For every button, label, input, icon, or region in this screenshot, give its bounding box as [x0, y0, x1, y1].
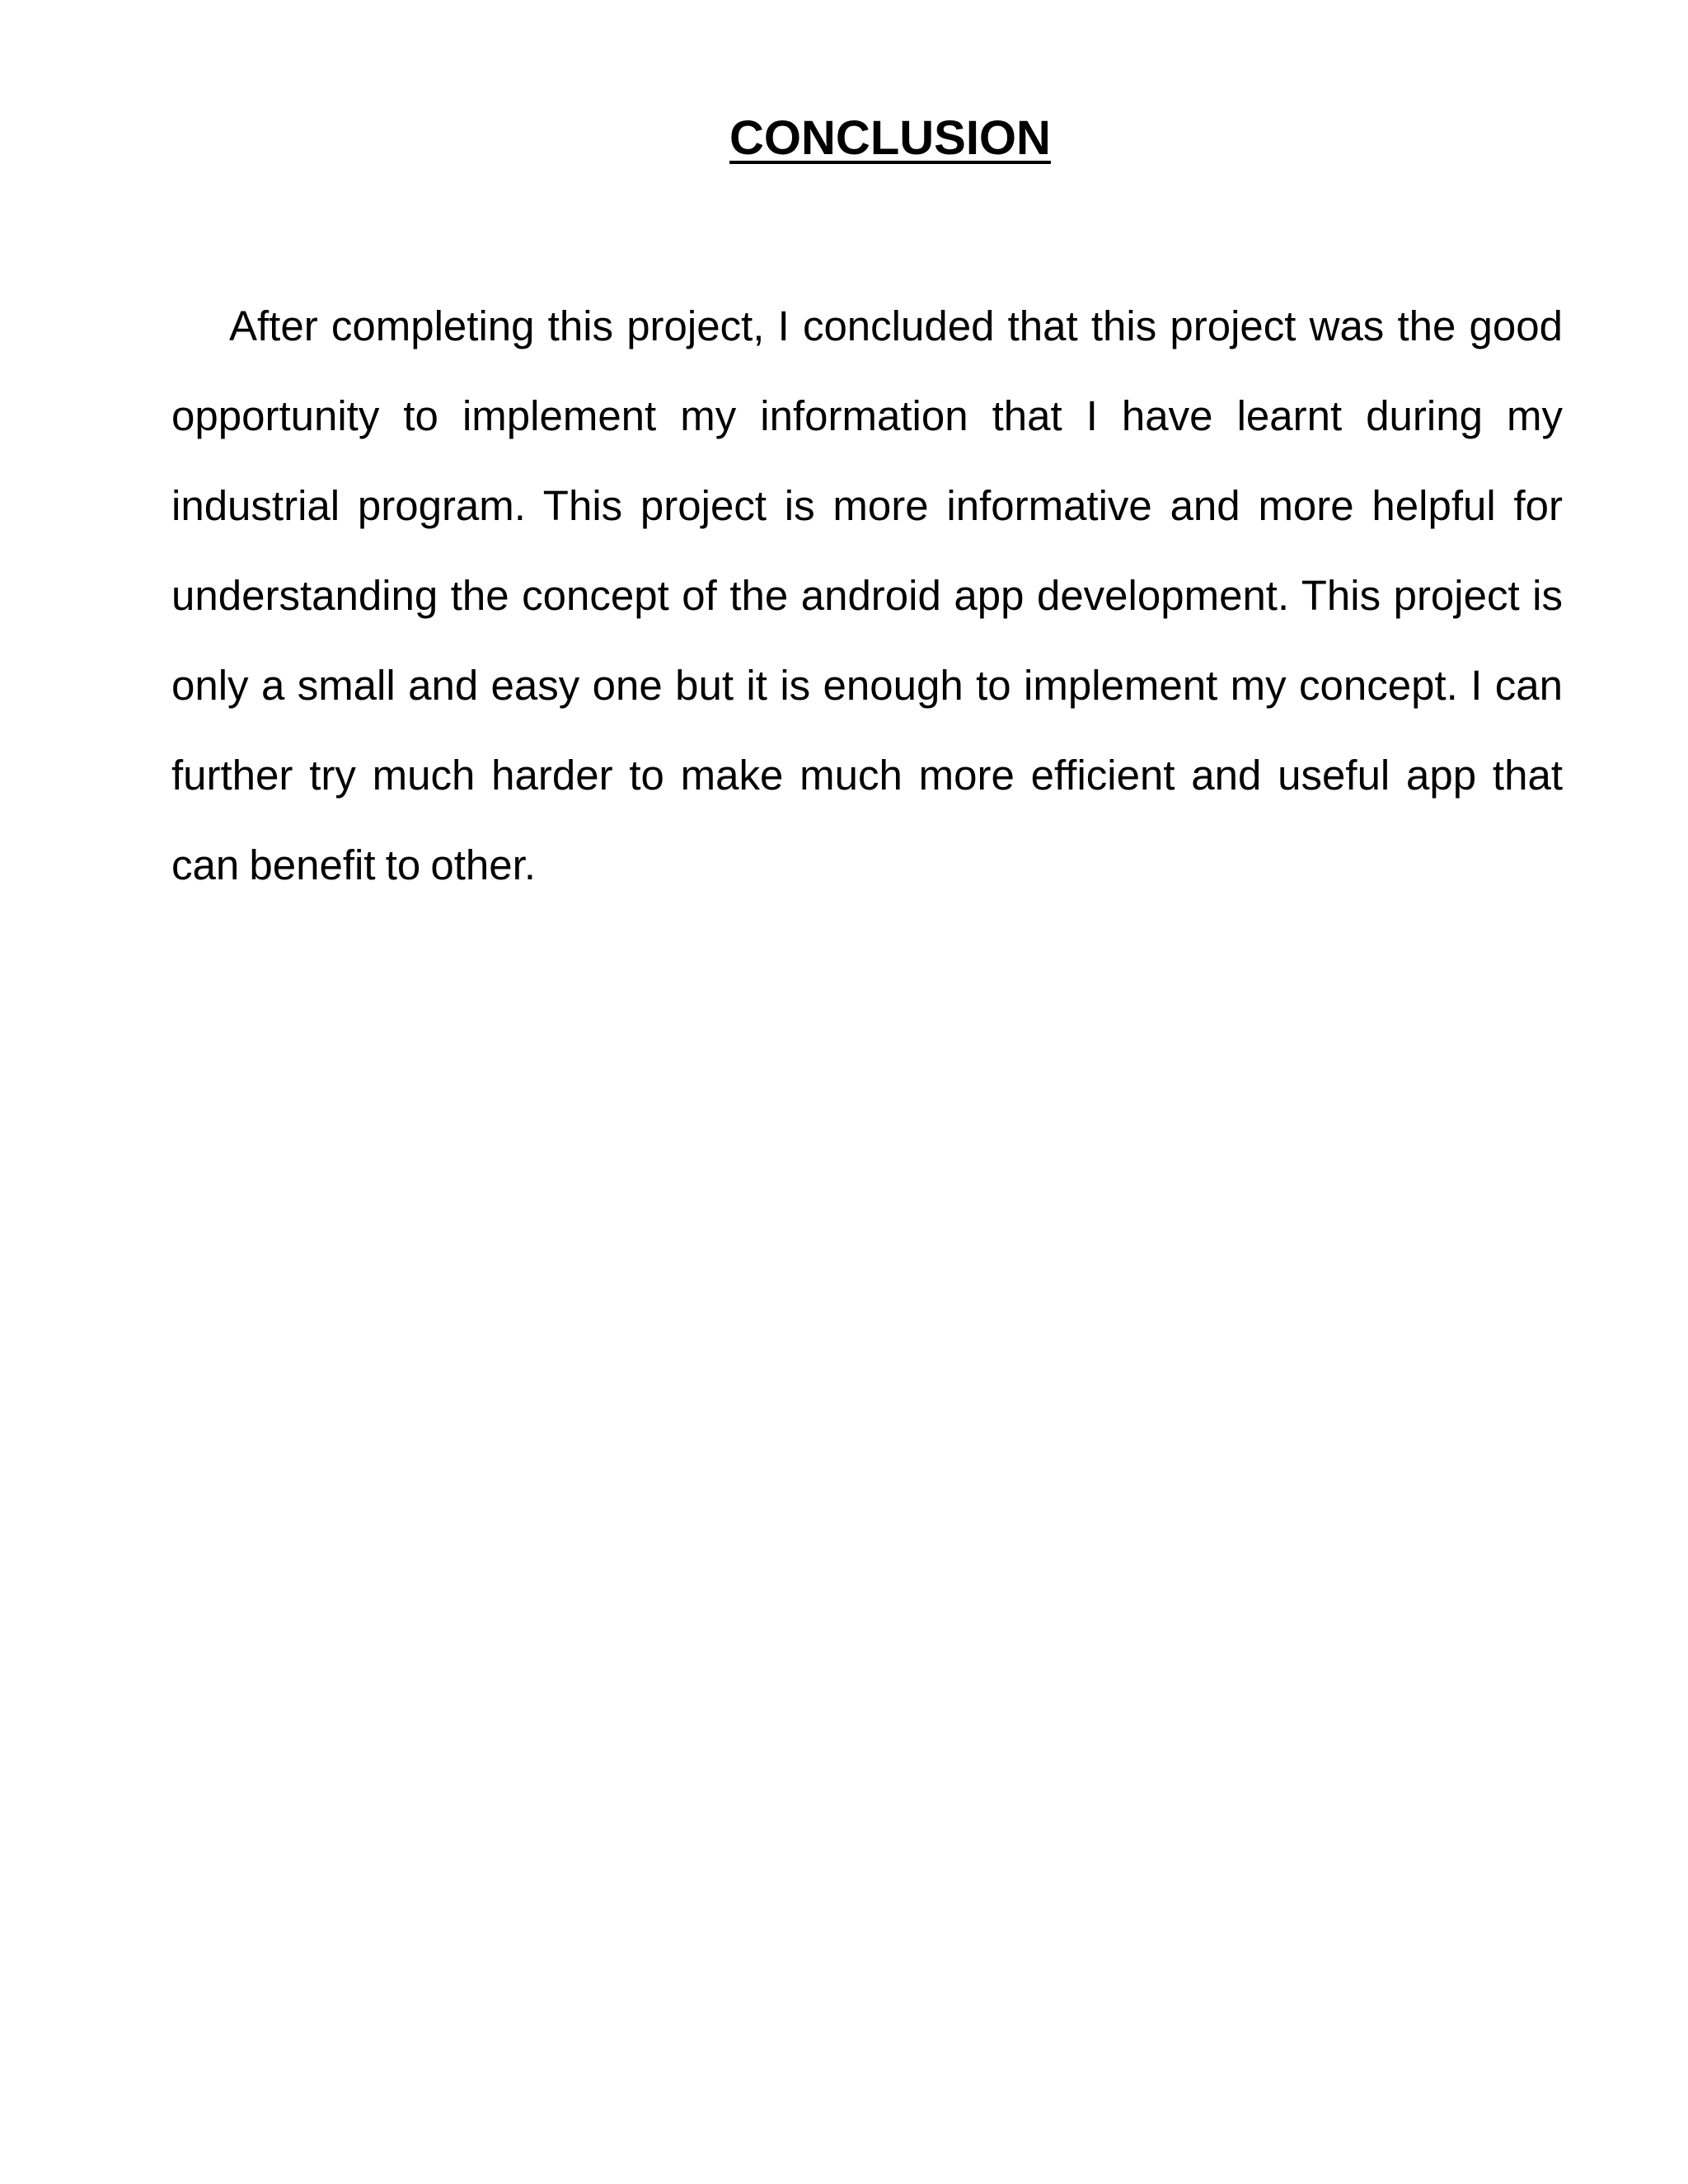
conclusion-paragraph: After completing this project, I concluded that this project was the good opportunity to implement my information that I have learnt during my industrial program. This project is more informative and more helpful for understanding the concept of the android app development. This project is only a small and easy one but it is enough to implement my concept. I can further try much harder to make much more efficient and useful app that can benefit to other. — [171, 302, 1563, 888]
page-title: CONCLUSION — [729, 111, 1051, 165]
